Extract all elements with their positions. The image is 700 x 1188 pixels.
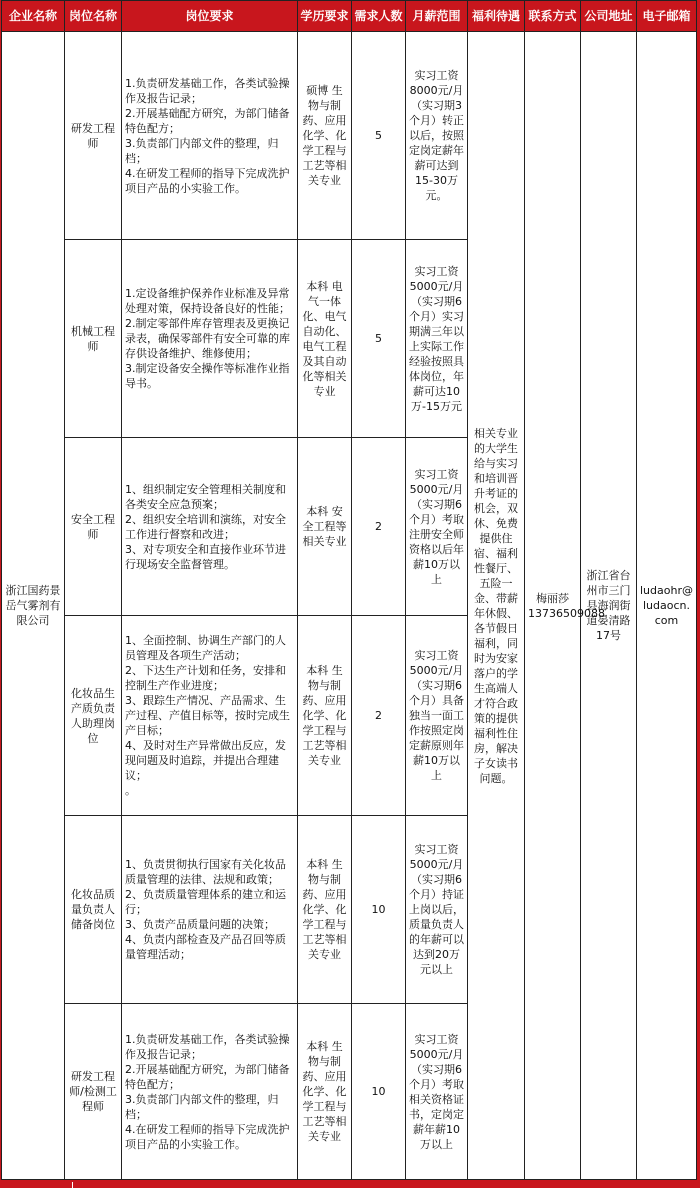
requirement-line: 3.负责部门内部文件的整理，归档；: [125, 1092, 279, 1121]
header-position: 岗位名称: [65, 1, 122, 32]
requirement-line: 1.负责研发基础工作，各类试验操作及报告记录；: [125, 76, 290, 105]
job-requirements: [122, 32, 298, 240]
job-requirements: [122, 816, 298, 1004]
header-benefits: 福利待遇: [468, 1, 525, 32]
job-salary: 实习工资5000元/月（实习期6个月）持证上岗以后，质量负责人的年薪可以达到20万元以上: [406, 816, 468, 1004]
table-row: [2, 32, 697, 240]
requirement-line: 2、组织安全培训和演练，对安全工作进行督察和改进；: [125, 512, 286, 541]
job-requirements: [122, 1004, 298, 1180]
job-title: 研发工程师: [65, 32, 122, 240]
header-education: 学历要求: [298, 1, 352, 32]
job-salary: 实习工资5000元/月（实习期6个月）考取注册安全师资格以后年薪10万以上: [406, 438, 468, 616]
requirement-line: 3、对专项安全和直接作业环节进行现场安全监督管理。: [125, 542, 286, 571]
requirement-line: 3.制定设备安全操作等标准作业指导书。: [125, 362, 290, 391]
header-count: 需求人数: [352, 1, 406, 32]
header-email: 电子邮箱: [637, 1, 697, 32]
job-count: 2: [352, 438, 406, 616]
requirement-line: 3.负责部门内部文件的整理，归档；: [125, 136, 279, 165]
job-count: 10: [352, 1004, 406, 1180]
job-salary: 实习工资5000元/月（实习期6个月）考取相关资格证书，定岗定薪年薪10万以上: [406, 1004, 468, 1180]
requirement-line: 2、负责质量管理体系的建立和运行；: [125, 888, 286, 917]
requirement-line: 1.负责研发基础工作，各类试验操作及报告记录；: [125, 1032, 290, 1061]
job-count: 2: [352, 616, 406, 816]
requirement-line: 3、跟踪生产情况、产品需求、生产过程、产值目标等，按时完成生产目标；: [125, 694, 290, 738]
job-requirements: [122, 438, 298, 616]
job-count: 10: [352, 816, 406, 1004]
job-table: [1, 0, 697, 1180]
job-title: 研发工程师/检测工程师: [65, 1004, 122, 1180]
job-education: 硕博 生物与制药、应用化学、化学工程与工艺等相关专业: [298, 32, 352, 240]
job-title: 安全工程师: [65, 438, 122, 616]
header-company: 企业名称: [2, 1, 65, 32]
header-address: 公司地址: [581, 1, 637, 32]
requirement-line: 4.在研发工程师的指导下完成洗护项目产品的小实验工作。: [125, 166, 290, 195]
header-row: [2, 1, 697, 32]
requirement-line: 1.定设备维护保养作业标准及异常处理对策，保持设备良好的性能；: [125, 287, 290, 316]
requirement-line: 4、及时对生产异常做出反应，发现问题及时追踪，并提出合理建议；: [125, 739, 286, 783]
requirement-line: 4、负责内部检查及产品召回等质量管理活动；: [125, 933, 286, 962]
job-title: 化妆品生产质负责人助理岗位: [65, 616, 122, 816]
job-count: 5: [352, 240, 406, 438]
job-table-container: [1, 0, 696, 1180]
header-salary: 月薪范围: [406, 1, 468, 32]
requirement-line: 1、组织制定安全管理相关制度和各类安全应急预案；: [125, 482, 286, 511]
job-education: 本科 生物与制药、应用化学、化学工程与工艺等相关专业: [298, 816, 352, 1004]
address: 浙江省台州市三门县海润街道晏清路17号: [581, 32, 637, 1180]
requirement-line: 4.在研发工程师的指导下完成洗护项目产品的小实验工作。: [125, 1122, 290, 1151]
contact: 梅丽莎 13736509088: [525, 32, 581, 1180]
job-education: 本科 安全工程等相关专业: [298, 438, 352, 616]
job-salary: 实习工资5000元/月（实习期6个月）实习期满三年以上实际工作经验按照具体岗位，年薪可达10万-15万元: [406, 240, 468, 438]
job-title: 化妆品质量负责人储备岗位: [65, 816, 122, 1004]
job-count: 5: [352, 32, 406, 240]
job-salary: 实习工资8000元/月（实习期3个月）转正以后，按照定岗定薪年薪可达到15-30万元。: [406, 32, 468, 240]
header-requirements: 岗位要求: [122, 1, 298, 32]
job-education: 本科 电气一体化、电气自动化、电气工程及其自动化等相关专业: [298, 240, 352, 438]
requirement-line: 2.开展基础配方研究，为部门储备特色配方；: [125, 1062, 290, 1091]
requirement-line: 2.制定零部件库存管理表及更换记录表，确保零部件有安全可靠的库存供设备维护、维修使用；: [125, 317, 290, 361]
header-contact: 联系方式: [525, 1, 581, 32]
requirement-line: 1、负责贯彻执行国家有关化妆品质量管理的法律、法规和政策；: [125, 858, 286, 887]
email: ludaohr@ludaocn.com: [637, 32, 697, 1180]
job-education: 本科 生物与制药、应用化学、化学工程与工艺等相关专业: [298, 1004, 352, 1180]
job-salary: 实习工资5000元/月（实习期6个月）具备独当一面工作按照定岗定薪原则年薪10万以上: [406, 616, 468, 816]
job-education: 本科 生物与制药、应用化学、化学工程与工艺等相关专业: [298, 616, 352, 816]
company-name: 浙江国药景岳气雾剂有限公司: [2, 32, 65, 1180]
bottom-border-strip: [0, 1180, 700, 1188]
job-title: 机械工程师: [65, 240, 122, 438]
job-requirements: [122, 616, 298, 816]
requirement-line: 3、负责产品质量问题的决策；: [125, 918, 275, 932]
job-requirements: [122, 240, 298, 438]
requirement-line: 2.开展基础配方研究，为部门储备特色配方；: [125, 106, 290, 135]
requirement-line: 。: [125, 784, 136, 798]
requirement-line: 2、下达生产计划和任务，安排和控制生产作业进度；: [125, 664, 286, 693]
benefits: 相关专业的大学生给与实习和培训晋升考证的机会，双休、免费提供住宿、福利性餐厅、五险一金、带薪年休假、各节假日福利，同时为安家落户的学生高端人才符合政策的提供福利性住房，解决子女读书问题。: [468, 32, 525, 1180]
requirement-line: 1、全面控制、协调生产部门的人员管理及各项生产活动；: [125, 634, 286, 663]
bottom-divider-mark: [72, 1182, 73, 1188]
